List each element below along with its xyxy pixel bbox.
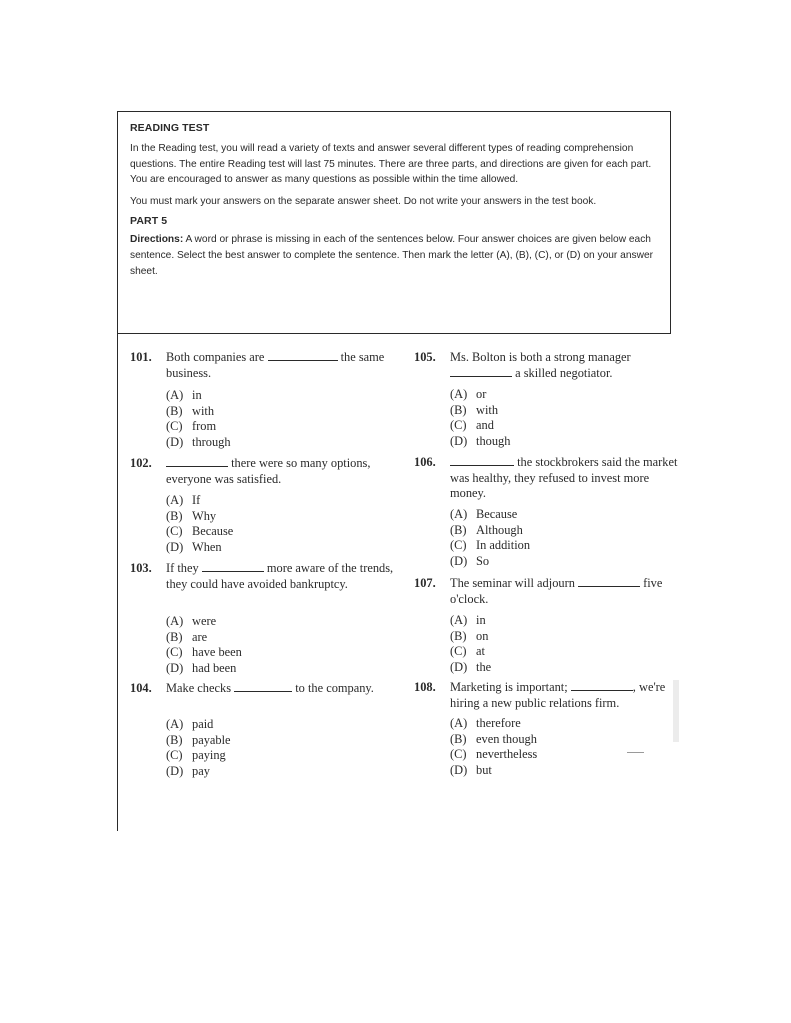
option: (C) and — [450, 418, 494, 433]
option: (D) though — [450, 433, 511, 448]
question-number: 106. — [414, 455, 436, 469]
intro-paragraph: In the Reading test, you will read a variety of texts and answer several different types of reading comprehension questions. The entire Reading test will last 75 minutes. There are three parts, and directions are given for each part. You are encouraged to answer as many questions as possible within the time allowed. — [130, 143, 652, 186]
option: (A) were — [166, 614, 217, 628]
option: (D) the — [450, 659, 492, 674]
question-stem: Marketing is important; , we're hiring a new public relations firm. — [450, 680, 666, 710]
question-number: 101. — [130, 350, 152, 364]
option: (A) paid — [166, 717, 214, 731]
option: (A) Because — [450, 507, 518, 521]
answer-options — [450, 507, 530, 569]
option: (C) from — [166, 419, 217, 434]
answer-options — [166, 493, 233, 555]
question-number: 104. — [130, 681, 152, 695]
question-stem: Ms. Bolton is both a strong manager a skilled negotiator. — [450, 350, 631, 380]
answer-options — [166, 717, 231, 779]
question-number: 108. — [414, 680, 436, 694]
option: (D) pay — [166, 763, 210, 778]
option: (D) So — [450, 553, 490, 568]
option: (A) in — [166, 388, 202, 402]
answer-sheet-note: You must mark your answers on the separate answer sheet. Do not write your answers in the test book. — [130, 195, 597, 207]
question-number: 103. — [130, 561, 152, 575]
option: (A) or — [450, 387, 487, 401]
option: (A) If — [166, 493, 201, 507]
option: (B) with — [166, 403, 215, 418]
option: (B) on — [450, 628, 489, 643]
answer-blank — [450, 366, 512, 377]
question-stem: If they more aware of the trends, they could have avoided bankruptcy. — [166, 561, 394, 591]
question-number: 107. — [414, 576, 436, 590]
option: (B) are — [166, 629, 208, 644]
option: (A) in — [450, 613, 486, 627]
answer-blank — [202, 561, 264, 572]
answer-options — [450, 387, 510, 449]
answer-blank — [450, 455, 514, 466]
option: (D) When — [166, 539, 222, 554]
option: (C) Because — [166, 524, 234, 539]
question-stem: The seminar will adjourn five o'clock. — [450, 576, 663, 606]
option: (C) have been — [166, 645, 242, 660]
directions-label: Directions: — [130, 234, 184, 246]
option: (B) Although — [450, 522, 523, 537]
option: (C) at — [450, 644, 485, 659]
option: (B) with — [450, 402, 499, 417]
answer-options — [166, 388, 231, 450]
question-stem: the stockbrokers said the market was healthy, they refused to invest more money. — [450, 455, 678, 501]
question-number: 105. — [414, 350, 436, 364]
option: (B) Why — [166, 508, 217, 523]
answer-blank — [268, 350, 338, 361]
answer-options — [450, 613, 491, 675]
option: (A) therefore — [450, 716, 521, 730]
stray-mark — [627, 752, 644, 753]
option: (C) nevertheless — [450, 747, 538, 762]
answer-blank — [578, 576, 640, 587]
question-stem: there were so many options, everyone was satisfied. — [166, 456, 371, 486]
option: (D) through — [166, 434, 231, 449]
option: (D) but — [450, 762, 492, 777]
answer-blank — [166, 456, 228, 467]
directions-text: A word or phrase is missing in each of the sentences below. Four answer choices are given below each sentence. Select the best answer to complete the sentence. Then mark the letter (A), (B), (C), or (D) on your answer sheet. — [130, 234, 653, 277]
answer-options — [166, 614, 242, 676]
answer-options — [450, 716, 537, 778]
section-heading: READING TEST — [130, 122, 210, 134]
directions — [130, 232, 655, 279]
answer-blank — [571, 680, 633, 691]
option: (D) had been — [166, 660, 237, 675]
question-stem: Both companies are the same business. — [166, 350, 385, 380]
answer-blank — [234, 681, 292, 692]
option: (B) even though — [450, 731, 537, 746]
question-stem: Make checks to the company. — [166, 681, 374, 695]
option: (B) payable — [166, 732, 231, 747]
instructions-box — [117, 111, 671, 334]
part-heading: PART 5 — [130, 215, 168, 228]
option: (C) paying — [166, 748, 226, 763]
question-number: 102. — [130, 456, 152, 470]
option: (C) In addition — [450, 538, 531, 553]
